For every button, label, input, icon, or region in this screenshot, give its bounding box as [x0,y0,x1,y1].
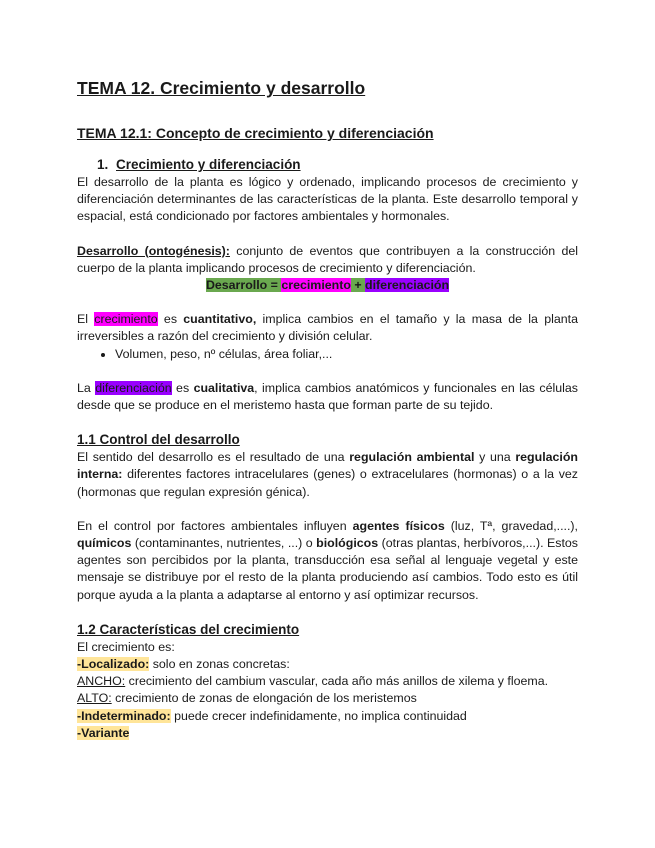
agents-text-c: (luz, Tª, gravedad,....), [444,518,578,533]
formula-line [77,277,578,294]
control-paragraph-1 [77,449,578,501]
control-text-e: diferentes factores intracelulares (genes) o extracelulares (hormonas) o a la vez (hormonas que regulan expresión génica). [77,467,578,499]
height-term: ALTO: [77,691,112,706]
differentiation-highlight: diferenciación [95,380,172,395]
diff-text-a: La [77,380,96,395]
control-text-a: El sentido del desarrollo es el resultado de una [77,450,350,465]
control-text-c: y una [474,450,516,465]
definition-term: Desarrollo (ontogénesis): [77,243,230,258]
diff-text-c: es [171,380,194,395]
formula-part-c: + [350,278,366,293]
localized-text: solo en zonas concretas: [149,657,290,672]
control-int-reg: regulación interna: [77,450,578,482]
document-page [77,78,578,742]
growth-list [77,346,578,363]
section-1-heading [77,156,578,174]
agents-text-e: (contaminantes, nutrientes, ...) o [131,536,317,551]
growth-paragraph [77,311,578,345]
agents-text-a: En el control por factores ambientales influyen [77,518,353,533]
intro-paragraph: El desarrollo de la planta es lógico y ordenado, implicando procesos de crecimiento y diferenciación determinantes de las características de la planta. Este desarrollo temporal y espacial, está condicionado por factores ambientales y hormonales. [77,175,578,224]
growth-quantitative: cuantitativo, [183,312,257,327]
indeterminate-text: puede crecer indefinidamente, no implica continuidad [170,708,467,723]
control-paragraph-2 [77,518,578,604]
definition-text: conjunto de eventos que contribuyen a la construcción del cuerpo de la planta implicando procesos de crecimiento y diferenciación. [77,243,578,275]
growth-text-c: es [157,312,184,327]
control-env-reg: regulación ambiental [349,450,475,465]
formula-part-a: Desarrollo = [205,278,282,293]
agents-text-g: (otras plantas, herbívoros,...). Estos agentes son percibidos por la planta, transducción esa señal al lenguaje vegetal y este mensaje se distribuye por el resto de la planta produciendo así cambios. Todo esto es útil porque ayuda a la planta a adaptarse al entorno y así optimizar recursos. [77,536,578,602]
diff-qualitative: cualitativa [193,380,255,395]
height-text: crecimiento de zonas de elongación de los meristemos [111,691,417,706]
formula-part-b: crecimiento [281,278,351,293]
agents-chemical: químicos [77,536,132,551]
section-1-1-heading: 1.1 Control del desarrollo [77,432,240,448]
height-line [77,690,578,707]
subtitle: TEMA 12.1: Concepto de crecimiento y diferenciación [77,125,434,141]
indeterminate-line [77,708,578,725]
differentiation-paragraph [77,380,578,414]
indeterminate-term: -Indeterminado: [77,708,171,723]
formula-part-d: diferenciación [365,278,450,293]
agents-biological: biológicos [316,536,379,551]
growth-text-e: implica cambios en el tamaño y la masa de la planta irreversibles a razón del crecimiento y división celular. [77,312,578,344]
variant-term: -Variante [77,725,130,740]
width-text: crecimiento del cambium vascular, cada año más anillos de xilema y floema. [125,674,549,689]
width-term: ANCHO: [77,674,126,689]
growth-is-line: El crecimiento es: [77,639,175,654]
growth-highlight: crecimiento [94,312,158,327]
section-1-title: Crecimiento y diferenciación [116,157,301,172]
localized-line [77,656,578,673]
agents-physical: agentes físicos [352,518,445,533]
diff-text-e: , implica cambios anatómicos y funcionales en las células desde que se produce en el meristemo hasta que forman parte de su tejido. [77,380,578,413]
growth-list-item: • Volumen, peso, nº células, área foliar,... [115,346,578,363]
document-title: TEMA 12. Crecimiento y desarrollo [77,78,366,98]
localized-term: -Localizado: [77,657,150,672]
section-1-2-heading: 1.2 Características del crecimiento [77,621,300,637]
growth-text-a: El [77,312,95,327]
section-1-number: 1. [97,157,109,172]
definition-paragraph [77,243,578,277]
width-line [77,673,578,690]
variant-line [77,725,578,742]
